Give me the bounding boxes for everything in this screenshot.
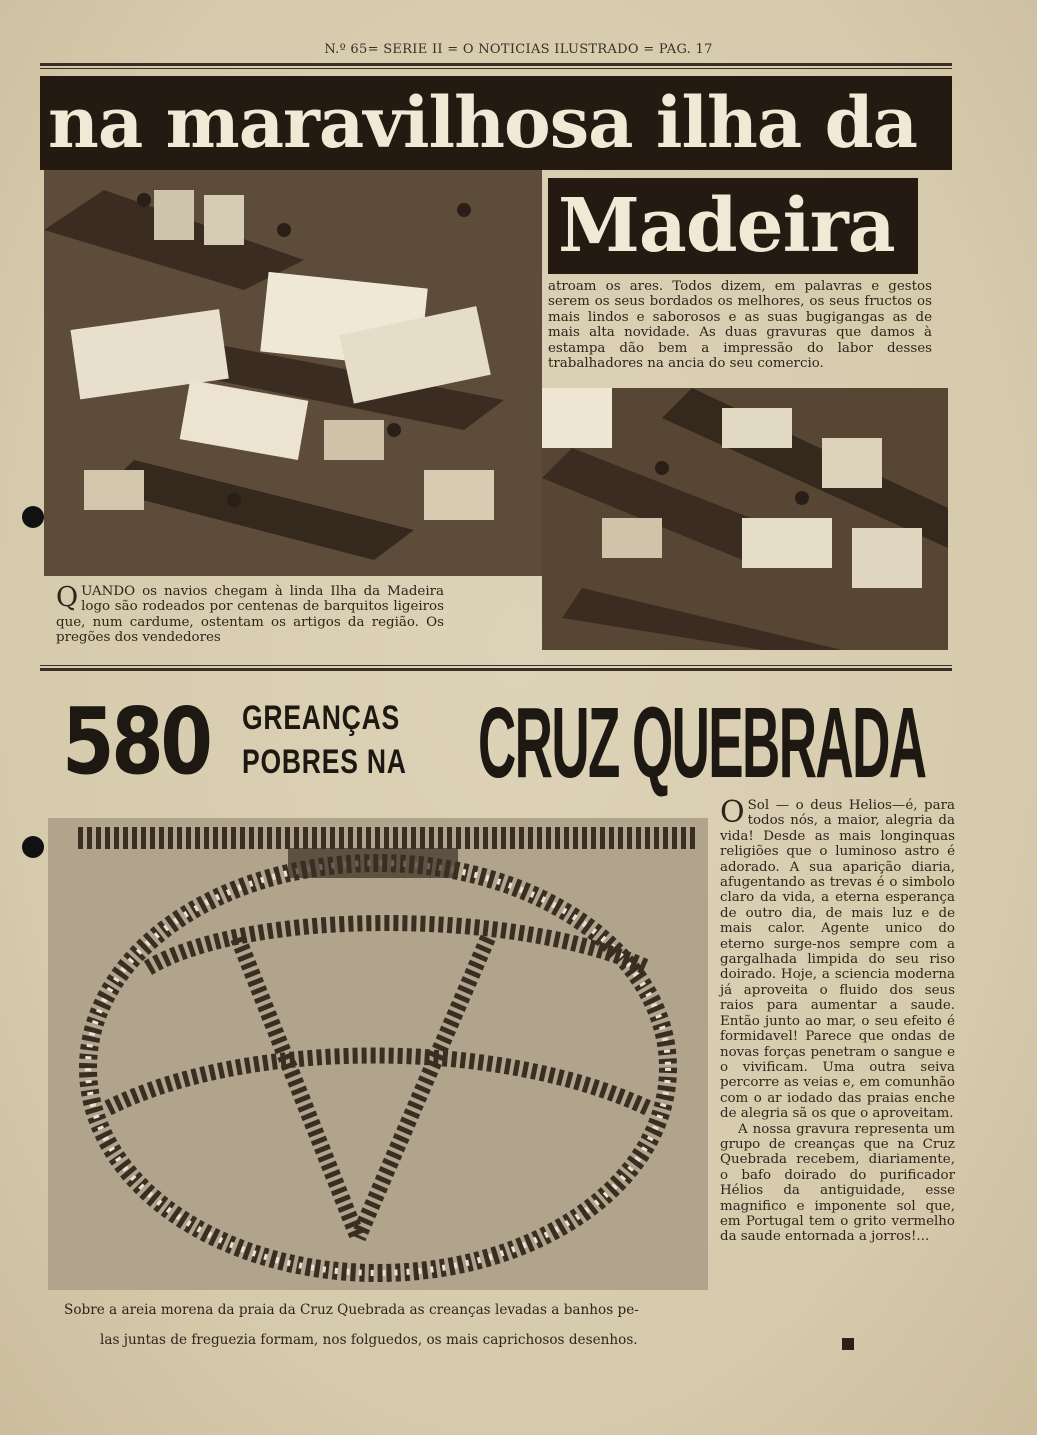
article1-caption-text: UANDO os navios chegam à linda Ilha da Madeira logo são rodeados por centenas de barquitos ligeiros que, num cardume, ostentam os artigos da região. Os pregões dos vendedores — [56, 584, 444, 646]
article2-body-paragraph2: A nossa gravura representa um grupo de creanças que na Cruz Quebrada recebem, diariamente, o bafo doirado do purificador Hélios da antiguidade, esse magnifico e imponente sol que, em Portugal tem o grito vermelho da saude entornada a jorros!... — [720, 1121, 955, 1245]
boats-photo2-illustration — [542, 388, 948, 650]
article2-body-dropcap: O — [720, 795, 745, 830]
article1-continuation: atroam os ares. Todos dizem, em palavras e gestos serem os seus bordados os melhores, os seus fructos os mais lindos e saborosos e as suas bugigangas as de mais alta novidade. As duas gravuras que damos à estampa dão bem a impressão do labor desses trabalhadores na ancia do seu comercio. — [548, 279, 932, 372]
mid-rule — [40, 668, 952, 671]
article1-title-line2: Madeira — [558, 183, 895, 269]
article2-caption-line2: las juntas de freguezia formam, nos folguedos, os mais caprichosos desenhos. — [100, 1332, 638, 1348]
article2-body-paragraph1: Sol — o deus Helios—é, para todos nós, a maior, alegria da vida! Desde as mais longinquas religiões que o luminoso astro é adorado. A sua aparição diaria, afugentando as trevas é o simbolo claro da vida, a eterna esperança de outro dia, de mais luz e de mais calor. Agente unico do eterno surge-nos sempre com a gargalhada limpida do seu riso doirado. Hoje, a sciencia moderna já aproveita o fluido dos seus raios para aumentar a saude. Então junto ao mar, o seu efeito é formidavel! Parece que ondas de novas forças penetram o sangue e o vivificam. Uma outra seiva percorre as veias e, em comunhão com o ar iodado das praias enche de alegria sã os que o aproveitam. — [720, 798, 955, 1122]
article1-photo1 — [44, 170, 542, 576]
article1-photo2 — [542, 388, 948, 650]
binder-hole-top — [22, 506, 44, 528]
binder-hole-bottom — [22, 836, 44, 858]
end-of-article-mark — [842, 1338, 854, 1350]
boats-photo-illustration — [44, 170, 542, 576]
children-formation-illustration — [48, 818, 708, 1290]
article2-headline-line1: GREANÇAS — [242, 699, 401, 737]
article2-body — [720, 795, 955, 1245]
article1-title-line1: na maravilhosa ilha da — [48, 81, 917, 164]
top-rule-thin — [40, 68, 952, 69]
article1-title-subbanner — [548, 178, 918, 274]
article2-headline-place: CRUZ QUEBRADA — [478, 687, 926, 799]
article2-caption-line1: Sobre a areia morena da praia da Cruz Quebrada as creanças levadas a banhos pe- — [64, 1302, 639, 1318]
mid-rule-thin — [40, 665, 952, 666]
article2-photo — [48, 818, 708, 1290]
article2-headline-line2: POBRES NA — [242, 743, 407, 781]
top-rule — [40, 63, 952, 66]
article2-headline-number: 580 — [62, 688, 210, 795]
article1-caption — [56, 584, 444, 646]
article1-caption-dropcap: Q — [56, 582, 79, 613]
running-head: N.º 65= SERIE II = O NOTICIAS ILUSTRADO = PAG. 17 — [324, 42, 713, 57]
article1-title-banner — [40, 76, 952, 170]
